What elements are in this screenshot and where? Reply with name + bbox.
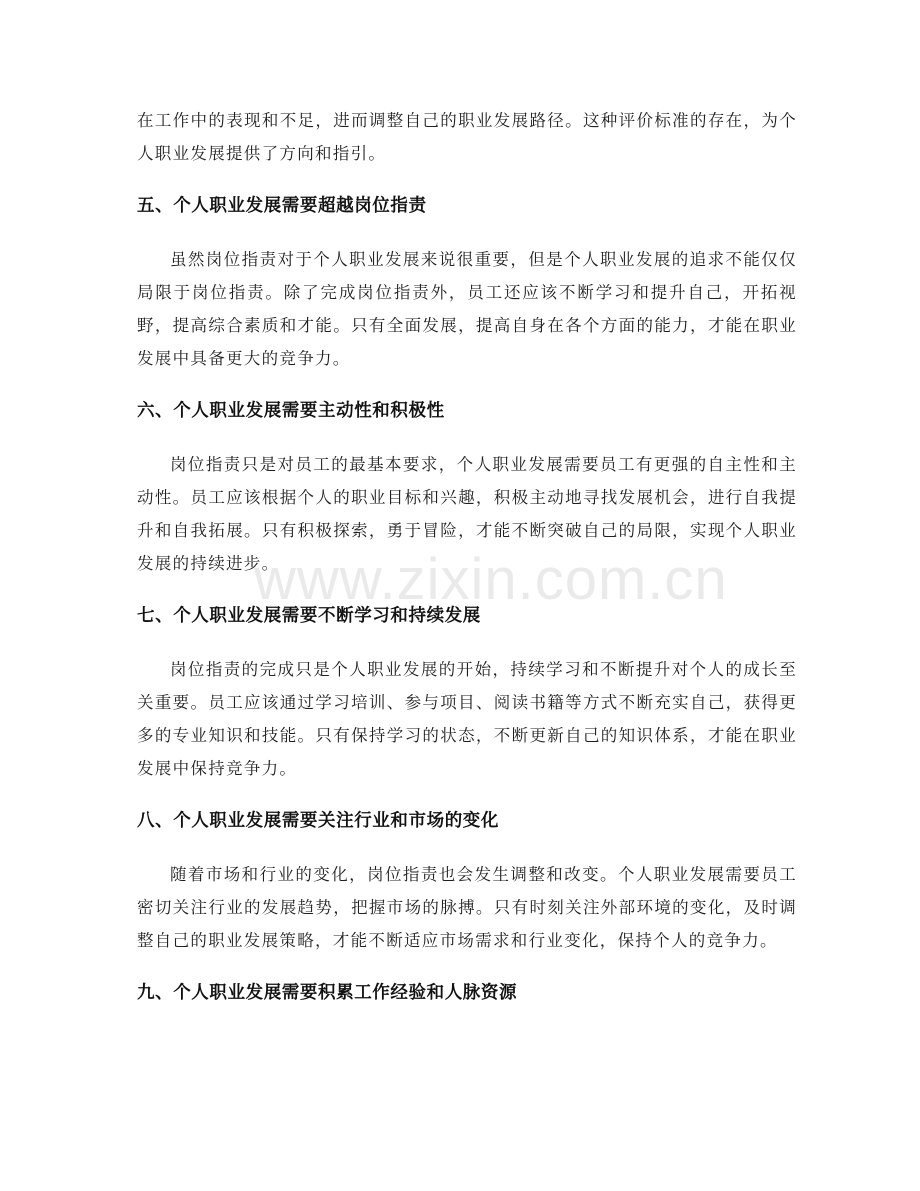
paragraph-section-5: 虽然岗位指责对于个人职业发展来说很重要，但是个人职业发展的追求不能仅仅局限于岗位指责。除了完成岗位指责外，员工还应该不断学习和提升自己，开拓视野，提高综合素质和才能。只有全面发展，提高自身在各个方面的能力，才能在职业发展中具备更大的竞争力。 <box>137 250 797 368</box>
section-heading-9: 九、个人职业发展需要积累工作经验和人脉资源 <box>137 983 518 1003</box>
paragraph-section-7: 岗位指责的完成只是个人职业发展的开始，持续学习和不断提升对个人的成长至关重要。员工应该通过学习培训、参与项目、阅读书籍等方式不断充实自己，获得更多的专业知识和技能。只有保持学习的状态，不断更新自己的知识体系，才能在职业发展中保持竞争力。 <box>137 660 797 778</box>
paragraph-continued: 在工作中的表现和不足，进而调整自己的职业发展路径。这种评价标准的存在，为个人职业发展提供了方向和指引。 <box>137 111 797 163</box>
paragraph-section-8: 随着市场和行业的变化，岗位指责也会发生调整和改变。个人职业发展需要员工密切关注行业的发展趋势，把握市场的脉搏。只有时刻关注外部环境的变化，及时调整自己的职业发展策略，才能不断适应市场需求和行业变化，保持个人的竞争力。 <box>137 865 797 950</box>
section-heading-5: 五、个人职业发展需要超越岗位指责 <box>137 196 427 216</box>
section-heading-6: 六、个人职业发展需要主动性和积极性 <box>137 401 445 421</box>
document-body <box>137 104 797 1010</box>
paragraph-section-6: 岗位指责只是对员工的最基本要求，个人职业发展需要员工有更强的自主性和主动性。员工应该根据个人的职业目标和兴趣，积极主动地寻找发展机会，进行自我提升和自我拓展。只有积极探索，勇于冒险，才能不断突破自己的局限，实现个人职业发展的持续进步。 <box>137 455 797 573</box>
watermark: www.zixin.com.cn <box>254 547 728 612</box>
section-heading-8: 八、个人职业发展需要关注行业和市场的变化 <box>137 811 499 831</box>
section-heading-7: 七、个人职业发展需要不断学习和持续发展 <box>137 606 481 626</box>
